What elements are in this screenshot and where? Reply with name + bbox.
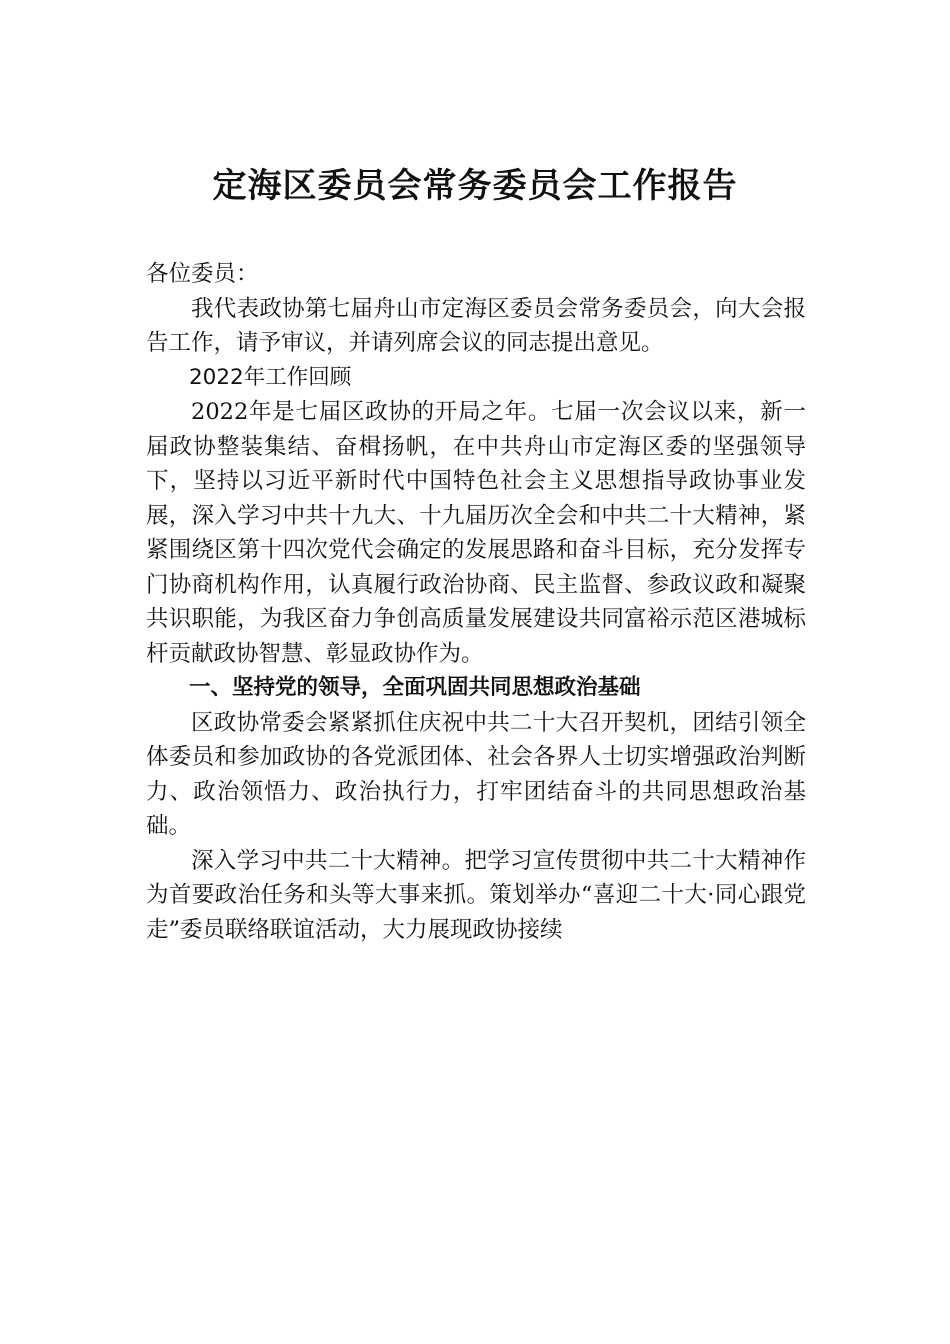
document-body [146,257,806,947]
section-one-item-paragraph: 深入学习中共二十大精神。把学习宣传贯彻中共二十大精神作为首要政治任务和头等大事来抓。策划举办“喜迎二十大·同心跟党走”委员联络联谊活动，大力展现政协接续 [146,847,806,943]
salutation: 各位委员： [146,261,259,287]
section-one-paragraph: 区政协常委会紧紧抓住庆祝中共二十大召开契机，团结引领全体委员和参加政协的各党派团体、社会各界人士切实增强政治判断力、政治领悟力、政治执行力，打牢团结奋斗的共同思想政治基础。 [146,709,806,839]
document-title: 定海区委员会常务委员会工作报告 [212,166,738,206]
review-paragraph: 2022年是七届区政协的开局之年。七届一次会议以来，新一届政协整装集结、奋楫扬帆，在中共舟山市定海区委的坚强领导下，坚持以习近平新时代中国特色社会主义思想指导政协事业发展，深入学习中共十九大、十九届历次全会和中共二十大精神，紧紧围绕区第十四次党代会确定的发展思路和奋斗目标，充分发挥专门协商机构作用，认真履行政治协商、民主监督、参政议政和凝聚共识职能，为我区奋力争创高质量发展建设共同富裕示范区港城标杆贡献政协智慧、彰显政协作为。 [146,399,806,667]
section-one-heading: 一、坚持党的领导，全面巩固共同思想政治基础 [189,675,641,700]
intro-paragraph: 我代表政协第七届舟山市定海区委员会常务委员会，向大会报告工作，请予审议，并请列席会议的同志提出意见。 [146,295,806,356]
review-heading: 2022年工作回顾 [189,364,352,390]
